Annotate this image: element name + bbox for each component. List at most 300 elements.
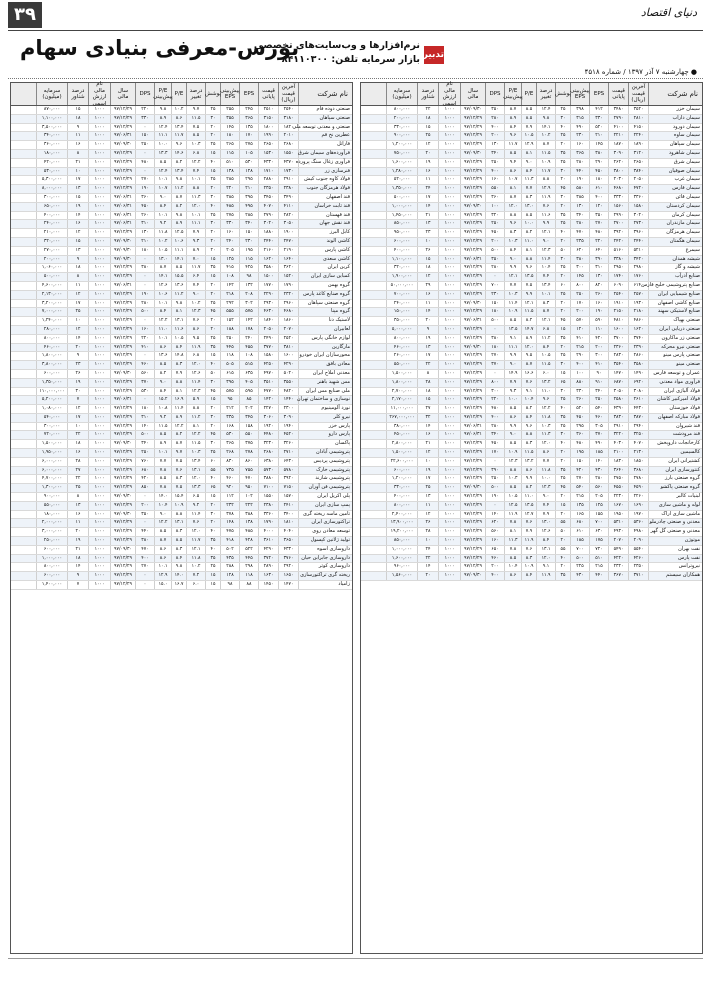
pe-cell: ۸.۳ [171, 546, 186, 554]
capital-cell: ۲۶۷,۰۰۰,۰۰۰ [386, 414, 417, 422]
table-row [361, 458, 702, 467]
predicted-pe-cell: ۱۱.۱ [504, 344, 521, 352]
float-cell: ۱۴ [67, 335, 88, 343]
close-price-cell: ۲۱۰۰ [608, 449, 628, 457]
table-row [11, 581, 352, 590]
close-price-cell: ۲۵۴۰ [608, 291, 628, 299]
float-cell: ۲۱ [417, 212, 438, 220]
eps-cell: ۵۲۲ [239, 546, 258, 554]
predicted-pe-cell: ۸.۵ [504, 484, 521, 492]
company-name-cell: کارخانجات داروپخش [648, 440, 702, 448]
last-price-cell: ۲۴۴۰ [628, 238, 648, 246]
float-cell: ۱۴ [417, 308, 438, 316]
eps-cell: ۳۸۸ [239, 511, 258, 519]
predicted-eps-cell: ۱۸۸ [220, 326, 239, 334]
table-row [361, 124, 702, 133]
pe-cell: ۸.۶ [521, 467, 536, 475]
coverage-cell: ۲۰ [205, 502, 220, 510]
company-name-cell: گروه صنعتی بارز [648, 475, 702, 483]
table-row [361, 132, 702, 141]
close-price-cell: ۳۲۳۰ [258, 440, 278, 448]
table-row [11, 414, 352, 423]
change-cell: ۱۲.۶ [186, 370, 205, 378]
last-price-cell: ۳۰۲۰ [628, 212, 648, 220]
pe-cell: ۹.۶ [521, 423, 536, 431]
capital-cell: ۶۰۰,۰۰۰ [36, 572, 67, 580]
predicted-eps-cell: ۳۶۰ [570, 431, 589, 439]
dps-cell: ۳۴۰ [135, 440, 154, 448]
coverage-cell: ۲۵ [205, 212, 220, 220]
predicted-pe-cell: ۱۰.۳ [504, 475, 521, 483]
coverage-cell: ۳۰ [555, 431, 570, 439]
capital-cell: ۶۰۰,۰۰۰ [386, 238, 417, 246]
eps-cell: ۸۲۰ [589, 282, 608, 290]
float-cell: ۱۱ [417, 300, 438, 308]
table-row [11, 106, 352, 115]
dps-cell: ۳۸۰ [135, 264, 154, 272]
change-cell: ۸.۵ [186, 132, 205, 140]
company-name-cell: فولاد هرمزگان جنوب [298, 185, 352, 193]
predicted-pe-cell: ۸.۱ [504, 528, 521, 536]
predicted-eps-cell: ۲۳۰ [570, 132, 589, 140]
par-value-cell: ۱۰۰۰ [88, 458, 110, 466]
last-price-cell: ۱۹۴۰ [278, 423, 298, 431]
table-row [11, 220, 352, 229]
capital-cell: ۲۸۰,۰۰۰ [36, 326, 67, 334]
last-price-cell: ۴۶۸۰ [278, 308, 298, 316]
company-name-cell: کمباین سازی ایران [298, 273, 352, 281]
eps-cell: ۱۲۰ [589, 203, 608, 211]
capital-cell: ۸۰۰,۰۰۰ [36, 335, 67, 343]
company-name-cell: داروسازی کوثر [298, 563, 352, 571]
predicted-eps-cell: ۱۴۸ [220, 519, 239, 527]
capital-cell: ۹۵۰,۰۰۰ [386, 229, 417, 237]
company-name-cell: داروسازی اسوه [298, 546, 352, 554]
last-price-cell: ۴۸۲۰ [278, 388, 298, 396]
float-cell: ۲۵ [417, 484, 438, 492]
column-header: DPS [135, 83, 154, 105]
change-cell: ۱۲.۱ [536, 317, 555, 325]
fiscal-year-cell: ۹۷/۰۹/۳۰ [110, 546, 135, 554]
coverage-cell: ۲۰ [555, 449, 570, 457]
last-price-cell: ۴۰۷۰ [628, 440, 648, 448]
coverage-cell: ۳۰ [555, 194, 570, 202]
dps-cell: ۱۹۰ [135, 185, 154, 193]
par-value-cell: ۱۰۰۰ [438, 176, 460, 184]
company-name-cell: داروسازی جابرابن حیان [298, 555, 352, 563]
predicted-eps-cell: ۶۱۵ [220, 370, 239, 378]
float-cell: ۱۱ [417, 176, 438, 184]
predicted-eps-cell: ۵۲۰ [570, 405, 589, 413]
table-row [361, 273, 702, 282]
pe-cell: ۹.۰ [521, 159, 536, 167]
eps-cell: ۲۶۰ [589, 291, 608, 299]
dps-cell: ۴۱۰ [135, 344, 154, 352]
table-row [11, 300, 352, 309]
coverage-cell: ۲۰ [205, 238, 220, 246]
float-cell: ۲۷ [67, 467, 88, 475]
coverage-cell: ۲۵ [555, 396, 570, 404]
dps-cell: ۱۵۰ [135, 132, 154, 140]
close-price-cell: ۲۱۶۰ [258, 247, 278, 255]
table-body [11, 106, 352, 590]
change-cell: ۶.۸ [186, 150, 205, 158]
table-row [11, 176, 352, 185]
last-price-cell: ۳۴۲۰ [628, 256, 648, 264]
dps-cell: ۲۸۰ [135, 300, 154, 308]
table-row [11, 449, 352, 458]
table-row [361, 423, 702, 432]
float-cell: ۱۴ [417, 563, 438, 571]
last-price-cell: ۲۳۸۰ [278, 185, 298, 193]
change-cell: ۹.۲ [186, 502, 205, 510]
table-row [361, 519, 702, 528]
dps-cell: ۶۵۰ [485, 546, 504, 554]
par-value-cell: ۱۰۰۰ [88, 141, 110, 149]
float-cell: ۱۲ [67, 326, 88, 334]
predicted-pe-cell: ۸.۹ [504, 115, 521, 123]
capital-cell: ۷۲۰,۰۰۰ [36, 431, 67, 439]
close-price-cell: ۳۲۲۰ [608, 431, 628, 439]
dps-cell: ۰ [135, 581, 154, 589]
eps-cell: ۴۲۰ [589, 335, 608, 343]
fiscal-year-cell: ۹۷/۰۶/۳۱ [110, 132, 135, 140]
eps-cell: ۸۵ [239, 396, 258, 404]
capital-cell: ۱۸۰,۰۰۰ [36, 150, 67, 158]
company-name-cell: فولاد آلیاژی ایران [648, 388, 702, 396]
change-cell: ۱۳.۰ [536, 519, 555, 527]
pe-cell: ۱۶.۶ [521, 370, 536, 378]
dps-cell: ۰ [135, 352, 154, 360]
coverage-cell: ۱۵ [205, 572, 220, 580]
fiscal-year-cell: ۹۷/۱۲/۲۹ [460, 176, 485, 184]
column-header: قیمت پایانی [258, 83, 278, 105]
coverage-cell: ۲۰ [205, 124, 220, 132]
capital-cell: ۱,۸۰۰,۰۰۰ [386, 379, 417, 387]
capital-cell: ۳۳۰,۰۰۰ [386, 124, 417, 132]
par-value-cell: ۱۰۰۰ [438, 405, 460, 413]
predicted-eps-cell: ۹۸ [220, 581, 239, 589]
par-value-cell: ۱۰۰۰ [438, 388, 460, 396]
company-name-cell: عمران و توسعه فارس [648, 370, 702, 378]
par-value-cell: ۱۰۰۰ [88, 238, 110, 246]
pe-cell: ۷.۶ [521, 379, 536, 387]
change-cell: ۱۰.۱ [186, 212, 205, 220]
predicted-eps-cell: ۵۱۰ [220, 159, 239, 167]
change-cell: ۱۰.۹ [536, 159, 555, 167]
predicted-pe-cell: ۷.۸ [504, 519, 521, 527]
pe-cell: ۹.۱ [521, 388, 536, 396]
close-price-cell: ۲۹۹۰ [608, 212, 628, 220]
fiscal-year-cell: ۹۷/۰۹/۳۰ [110, 141, 135, 149]
dps-cell: ۰ [135, 317, 154, 325]
coverage-cell: ۴۵ [205, 308, 220, 316]
last-price-cell: ۳۰۹۰ [278, 414, 298, 422]
company-name-cell: سیمان فارس [648, 185, 702, 193]
float-cell: ۱۸ [67, 555, 88, 563]
capital-cell: ۲,۷۰۰,۰۰۰ [386, 388, 417, 396]
float-cell: ۲۱ [67, 159, 88, 167]
dps-cell: ۷۰۰ [485, 282, 504, 290]
predicted-pe-cell: ۱۰.۵ [504, 493, 521, 501]
company-name-cell: کاشی الوند [298, 238, 352, 246]
capital-cell: ۵,۲۰۰,۰۰۰ [36, 396, 67, 404]
pe-cell: ۱۰.۰ [521, 220, 536, 228]
predicted-pe-cell: ۱۴.۰ [154, 493, 171, 501]
pe-cell: ۱۱.۵ [521, 449, 536, 457]
float-cell: ۱۹ [67, 537, 88, 545]
par-value-cell: ۱۰۰۰ [88, 475, 110, 483]
par-value-cell: ۱۰۰۰ [438, 344, 460, 352]
predicted-eps-cell: ۱۳۵ [570, 502, 589, 510]
eps-cell: ۵۲۰ [589, 124, 608, 132]
coverage-cell: ۴۰ [205, 546, 220, 554]
fiscal-year-cell: ۹۷/۱۲/۲۹ [460, 475, 485, 483]
column-header: P/E پیش‌بینی [154, 83, 171, 105]
predicted-eps-cell: ۲۰۰ [570, 308, 589, 316]
predicted-eps-cell: ۴۲۰ [570, 467, 589, 475]
pe-cell: ۱۲.۰ [521, 344, 536, 352]
last-price-cell: ۱۷۶۰ [628, 273, 648, 281]
coverage-cell: ۵۵ [205, 467, 220, 475]
float-cell: ۱۷ [417, 352, 438, 360]
capital-cell: ۳۵۰,۰۰۰ [386, 317, 417, 325]
dps-cell: ۲۵۰ [485, 475, 504, 483]
predicted-pe-cell: ۱۱.۵ [154, 423, 171, 431]
capital-cell: ۲۶۰,۰۰۰ [386, 352, 417, 360]
company-name-cell: سیمان مازندران [648, 220, 702, 228]
eps-cell: ۴۶۰ [589, 414, 608, 422]
predicted-pe-cell: ۹.۰ [504, 361, 521, 369]
pe-cell: ۸.۲ [171, 431, 186, 439]
change-cell: ۱۱.۹ [536, 572, 555, 580]
table-row [11, 493, 352, 502]
dps-cell: ۰ [135, 256, 154, 264]
table-row [11, 159, 352, 168]
par-value-cell: ۱۰۰۰ [438, 572, 460, 580]
capital-cell: ۵۲۰,۰۰۰ [386, 176, 417, 184]
par-value-cell: ۱۰۰۰ [438, 379, 460, 387]
pe-cell: ۸.۹ [521, 335, 536, 343]
pe-cell: ۷.۵ [521, 282, 536, 290]
table-row [361, 555, 702, 564]
company-name-cell: کابل البرز [298, 229, 352, 237]
predicted-eps-cell: ۴۰۰ [570, 361, 589, 369]
predicted-pe-cell: ۱۱.۷ [504, 141, 521, 149]
company-name-cell: نفت پارس [648, 555, 702, 563]
last-price-cell: ۱۵۸۰ [628, 203, 648, 211]
eps-cell: ۱۷۵ [589, 537, 608, 545]
table-row [361, 317, 702, 326]
close-price-cell: ۲۷۵۰ [608, 475, 628, 483]
coverage-cell: ۲۰ [205, 317, 220, 325]
predicted-eps-cell: ۲۹۲ [220, 300, 239, 308]
par-value-cell: ۱۰۰۰ [438, 185, 460, 193]
last-price-cell: ۴۷۲۰ [628, 185, 648, 193]
coverage-cell: ۲۰ [555, 238, 570, 246]
coverage-cell: ۳۰ [205, 511, 220, 519]
capital-cell: ۱,۵۰۰,۰۰۰ [36, 440, 67, 448]
company-name-cell: سیمان هگمتان [648, 238, 702, 246]
last-price-cell: ۴۴۳۰ [628, 405, 648, 413]
dps-cell: ۲۰۰ [485, 563, 504, 571]
par-value-cell: ۱۰۰۰ [438, 264, 460, 272]
predicted-pe-cell: ۸.۱ [504, 185, 521, 193]
capital-cell: ۲,۰۰۰,۰۰۰ [36, 519, 67, 527]
change-cell: ۱۳.۴ [536, 282, 555, 290]
predicted-eps-cell: ۱۲۰ [570, 326, 589, 334]
change-cell: ۱۰.۴ [536, 264, 555, 272]
coverage-cell: ۴۰ [555, 405, 570, 413]
table-row [11, 370, 352, 379]
predicted-eps-cell: ۹۲۰ [220, 484, 239, 492]
capital-cell: ۲۰۰,۰۰۰ [386, 115, 417, 123]
close-price-cell: ۵۴۹۰ [608, 546, 628, 554]
last-price-cell: ۴۱۱۰ [278, 203, 298, 211]
capital-cell: ۸,۰۰۰,۰۰۰ [36, 185, 67, 193]
table-row [11, 150, 352, 159]
pe-cell: ۸.۲ [521, 229, 536, 237]
float-cell: ۱۲ [67, 405, 88, 413]
float-cell: ۱۵ [67, 106, 88, 114]
capital-cell: ۱,۴۵۰,۰۰۰ [386, 212, 417, 220]
dps-cell: ۰ [135, 282, 154, 290]
fiscal-year-cell: ۹۷/۱۲/۲۹ [110, 484, 135, 492]
company-name-cell: کربن ایران [298, 264, 352, 272]
capital-cell: ۲۵۰,۰۰۰ [36, 537, 67, 545]
coverage-cell: ۲۰ [555, 308, 570, 316]
float-cell: ۲۶ [417, 519, 438, 527]
float-cell: ۱۷ [67, 414, 88, 422]
ad-line-2: بازار سرمایه تلفن: ۸۴۱۱۰۳۰۰ [281, 54, 420, 65]
company-name-cell: فولاد کاوه جنوب کیش [298, 176, 352, 184]
fiscal-year-cell: ۹۷/۱۲/۲۹ [110, 273, 135, 281]
predicted-eps-cell: ۴۳۵ [220, 555, 239, 563]
change-cell: ۱۱.۶ [536, 212, 555, 220]
eps-cell: ۱۱۰ [589, 326, 608, 334]
coverage-cell: ۲۵ [205, 563, 220, 571]
predicted-pe-cell: ۸.۶ [504, 572, 521, 580]
fiscal-year-cell: ۹۷/۱۲/۲۹ [110, 106, 135, 114]
par-value-cell: ۱۰۰۰ [438, 317, 460, 325]
predicted-eps-cell: ۴۸۵ [220, 203, 239, 211]
predicted-pe-cell: ۱۰.۷ [154, 185, 171, 193]
change-cell: ۷.۹ [186, 229, 205, 237]
pe-cell: ۷.۹ [171, 370, 186, 378]
float-cell: ۱۳ [67, 247, 88, 255]
dps-cell: ۲۱۰ [135, 238, 154, 246]
predicted-pe-cell: ۷.۸ [154, 484, 171, 492]
dps-cell: ۱۸۰ [135, 247, 154, 255]
company-name-cell: شیشه همدان [648, 256, 702, 264]
predicted-pe-cell: ۱۰.۱ [154, 449, 171, 457]
predicted-pe-cell: ۱۰.۹ [504, 308, 521, 316]
predicted-pe-cell: ۱۱.۱ [154, 132, 171, 140]
company-name-cell: توسعه معادن روی [298, 528, 352, 536]
predicted-pe-cell: ۷.۷ [154, 458, 171, 466]
company-name-cell: سیمان داراب [648, 115, 702, 123]
close-price-cell: ۳۸۳۰ [608, 414, 628, 422]
table-row [11, 475, 352, 484]
coverage-cell: ۴۰ [205, 203, 220, 211]
dps-cell: ۳۰۰ [485, 388, 504, 396]
change-cell: ۱۱.۴ [186, 511, 205, 519]
predicted-eps-cell: ۱۴۵ [220, 124, 239, 132]
predicted-eps-cell: ۱۷۰ [570, 300, 589, 308]
fiscal-year-cell: ۹۷/۱۲/۲۹ [460, 273, 485, 281]
close-price-cell: ۳۴۸۰ [608, 106, 628, 114]
company-name-cell: نوسازی و ساختمان تهران [296, 396, 350, 403]
predicted-pe-cell: ۸.۴ [154, 308, 171, 316]
dps-cell: ۲۵۰ [135, 449, 154, 457]
par-value-cell: ۱۰۰۰ [438, 537, 460, 545]
par-value-cell: ۱۰۰۰ [88, 220, 110, 228]
predicted-pe-cell: ۸.۶ [504, 168, 521, 176]
fiscal-year-cell: ۹۷/۱۲/۲۹ [110, 335, 135, 343]
company-name-cell: صنعتی دریایی ایران [648, 326, 702, 334]
close-price-cell: ۲۴۲۰ [608, 238, 628, 246]
last-price-cell: ۱۶۵۰ [278, 572, 298, 580]
close-price-cell: ۲۴۴۰ [258, 238, 278, 246]
coverage-cell: ۲۵ [555, 423, 570, 431]
eps-cell: ۹۵۰ [239, 484, 258, 492]
change-cell: ۱۱.۲ [186, 414, 205, 422]
eps-cell: ۱۵۵ [589, 511, 608, 519]
eps-cell: ۳۴۰ [589, 388, 608, 396]
fiscal-year-cell: ۹۷/۱۲/۲۹ [110, 229, 135, 237]
dps-cell: ۲۵۰ [485, 220, 504, 228]
last-price-cell: ۱۷۹۰ [278, 282, 298, 290]
predicted-eps-cell: ۱۱۸ [220, 352, 239, 360]
capital-cell: ۷۵۰,۰۰۰ [386, 150, 417, 158]
predicted-pe-cell: ۸.۵ [504, 440, 521, 448]
last-price-cell: ۳۱۸۰ [278, 115, 298, 123]
predicted-eps-cell: ۶۲۰ [570, 247, 589, 255]
eps-cell: ۹۸ [239, 273, 258, 281]
float-cell: ۱۸ [417, 264, 438, 272]
par-value-cell: ۱۰۰۰ [88, 423, 110, 431]
pe-cell: ۱۳.۵ [521, 273, 536, 281]
company-name-cell: کالسیمین [648, 449, 702, 457]
dps-cell: ۱۳۰ [485, 141, 504, 149]
predicted-pe-cell: ۸.۹ [154, 440, 171, 448]
last-price-cell: ۲۹۶۰ [278, 300, 298, 308]
last-price-cell: ۳۸۷۰ [628, 414, 648, 422]
close-price-cell: ۱۵۵۰ [258, 493, 278, 501]
table-row [11, 423, 352, 432]
advertisement [253, 40, 444, 68]
eps-cell: ۳۰۰ [589, 352, 608, 360]
fiscal-year-cell: ۹۷/۱۲/۲۹ [110, 572, 135, 580]
pe-cell: ۱۶.۷ [171, 581, 186, 589]
par-value-cell: ۱۰۰۰ [438, 449, 460, 457]
dps-cell: ۵۰۰ [485, 247, 504, 255]
table-row [361, 291, 702, 300]
predicted-pe-cell: ۸.۵ [154, 431, 171, 439]
float-cell: ۱۰ [417, 238, 438, 246]
predicted-pe-cell: ۱۰.۴ [504, 563, 521, 571]
table-row [361, 150, 702, 159]
fiscal-year-cell: ۹۷/۰۹/۳۰ [110, 238, 135, 246]
change-cell: ۱۳.۴ [186, 458, 205, 466]
capital-cell: ۵۰۰,۰۰۰ [386, 194, 417, 202]
change-cell: ۷.۴ [536, 502, 555, 510]
float-cell: ۲۲ [67, 431, 88, 439]
column-header: درصد تغییر [536, 83, 555, 105]
float-cell: ۸ [417, 370, 438, 378]
last-price-cell: ۴۵۹۰ [628, 484, 648, 492]
float-cell: ۱۴ [67, 563, 88, 571]
